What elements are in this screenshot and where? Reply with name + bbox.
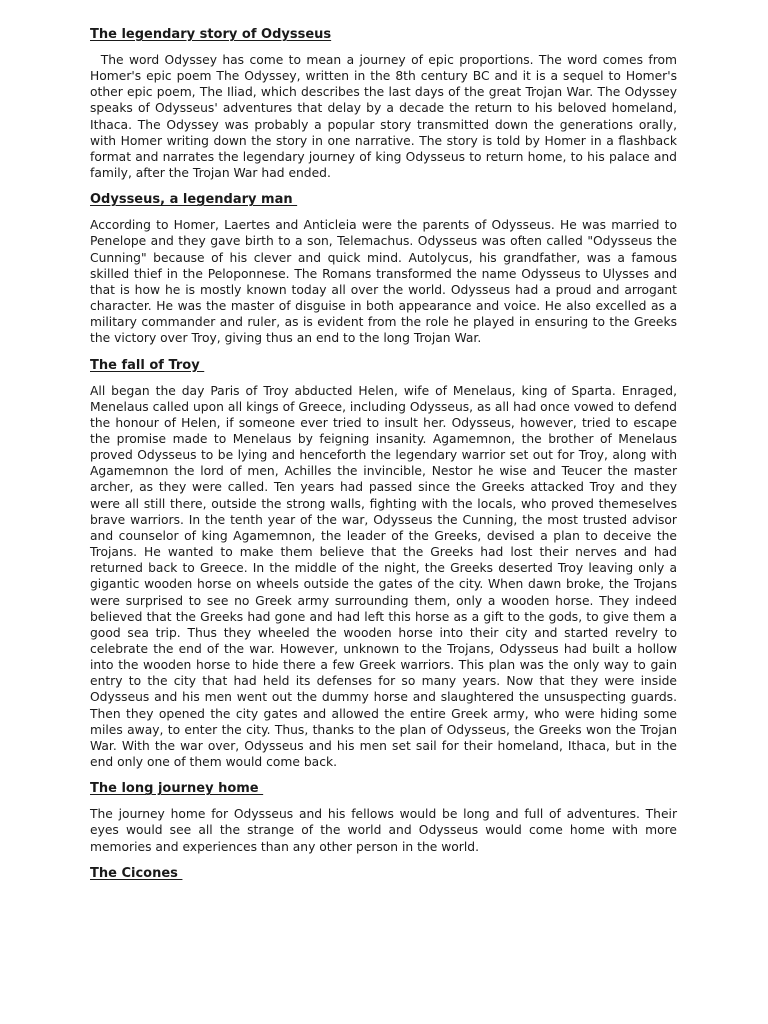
section-body-legendary-man: According to Homer, Laertes and Anticleia were the parents of Odysseus. He was married to Penelope and they gave birth to a son, Telemachus. Odysseus was often called "Odysseus the Cunning" because of his clever and quick mind. Autolycus, his grandfather, was a famous skilled thief in the Peloponnese. The Romans transformed the name Odysseus to Ulysses and that is how he is mostly known today all over the world. Odysseus had a proud and arrogant character. He was the master of disguise in both appearance and voice. He also excelled as a military commander and ruler, as is evident from the role he played in ensuring to the Greeks the victory over Troy, giving thus an end to the long Trojan War. — [90, 218, 681, 346]
section-heading-cicones: The Cicones — [90, 865, 183, 881]
document-page — [90, 27, 681, 891]
section-heading-long-journey-home: The long journey home — [90, 781, 264, 797]
section-body-long-journey-home: The journey home for Odysseus and his fellows would be long and full of adventures. Their eyes would see all the strange of the world and Odysseus would come home with more memories and experiences than any other person in the world. — [90, 807, 681, 854]
section-body-fall-of-troy: All began the day Paris of Troy abducted Helen, wife of Menelaus, king of Sparta. Enraged, Menelaus called upon all kings of Greece, including Odysseus, as all had once vowed to defend the honour of Helen, if someone ever tried to insult her. Odysseus, however, tried to escape the promise made to Menelaus by feigning insanity. Agamemnon, the brother of Menelaus proved Odysseus to be lying and henceforth the legendary warrior set out for Troy, along with Agamemnon the lord of men, Achilles the invincible, Nestor he wise and Teucer the master archer, as they were called. Ten years had passed since the Greeks attacked Troy and they were all still there, outside the strong walls, fighting with the locals, who proved themeselves brave warriors. In the tenth year of the war, Odysseus the Cunning, the most trusted advisor and counselor of king Agamemnon, the leader of the Greeks, devised a plan to deceive the Trojans. He wanted to make them believe that the Greeks had lost their nerves and had returned back to Greece. In the middle of the night, the Greeks deserted Troy leaving only a gigantic wooden horse on wheels outside the gates of the city. When dawn broke, the Trojans were surprised to see no Greek army surrounding them, only a wooden horse. They indeed believed that the Greeks had gone and had left this horse as a gift to the gods, to give them a good sea trip. Thus they wheeled the wooden horse into their city and started revelry to celebrate the end of the war. However, unknown to the Trojans, Odysseus had built a hollow into the wooden horse to hide there a few Greek warriors. This plan was the only way to gain entry to the city that had held its defenses for so many years. Now that they were inside Odysseus and his men went out the dummy horse and slaughtered the unsuspecting guards. Then they opened the city gates and allowed the entire Greek army, who were hiding some miles away, to enter the city. Thus, thanks to the plan of Odysseus, the Greeks won the Trojan War. With the war over, Odysseus and his men set sail for their homeland, Ithaca, but in the end only one of them would come back. — [90, 383, 681, 770]
section-body-legendary-story: The word Odyssey has come to mean a journey of epic proportions. The word comes from Homer's epic poem The Odyssey, written in the 8th century BC and it is a sequel to Homer's other epic poem, The Iliad, which describes the last days of the great Trojan War. The Odyssey speaks of Odysseus' adventures that delay by a decade the return to his beloved homeland, Ithaca. The Odyssey was probably a popular story transmitted down the generations orally, with Homer writing down the story in one narrative. The story is told by Homer in a flashback format and narrates the legendary journey of king Odysseus to return home, to his palace and family, after the Trojan War had ended. — [90, 53, 681, 181]
section-heading-legendary-story: The legendary story of Odysseus — [90, 27, 332, 42]
section-heading-legendary-man: Odysseus, a legendary man — [90, 192, 298, 208]
section-heading-fall-of-troy: The fall of Troy — [90, 357, 205, 373]
